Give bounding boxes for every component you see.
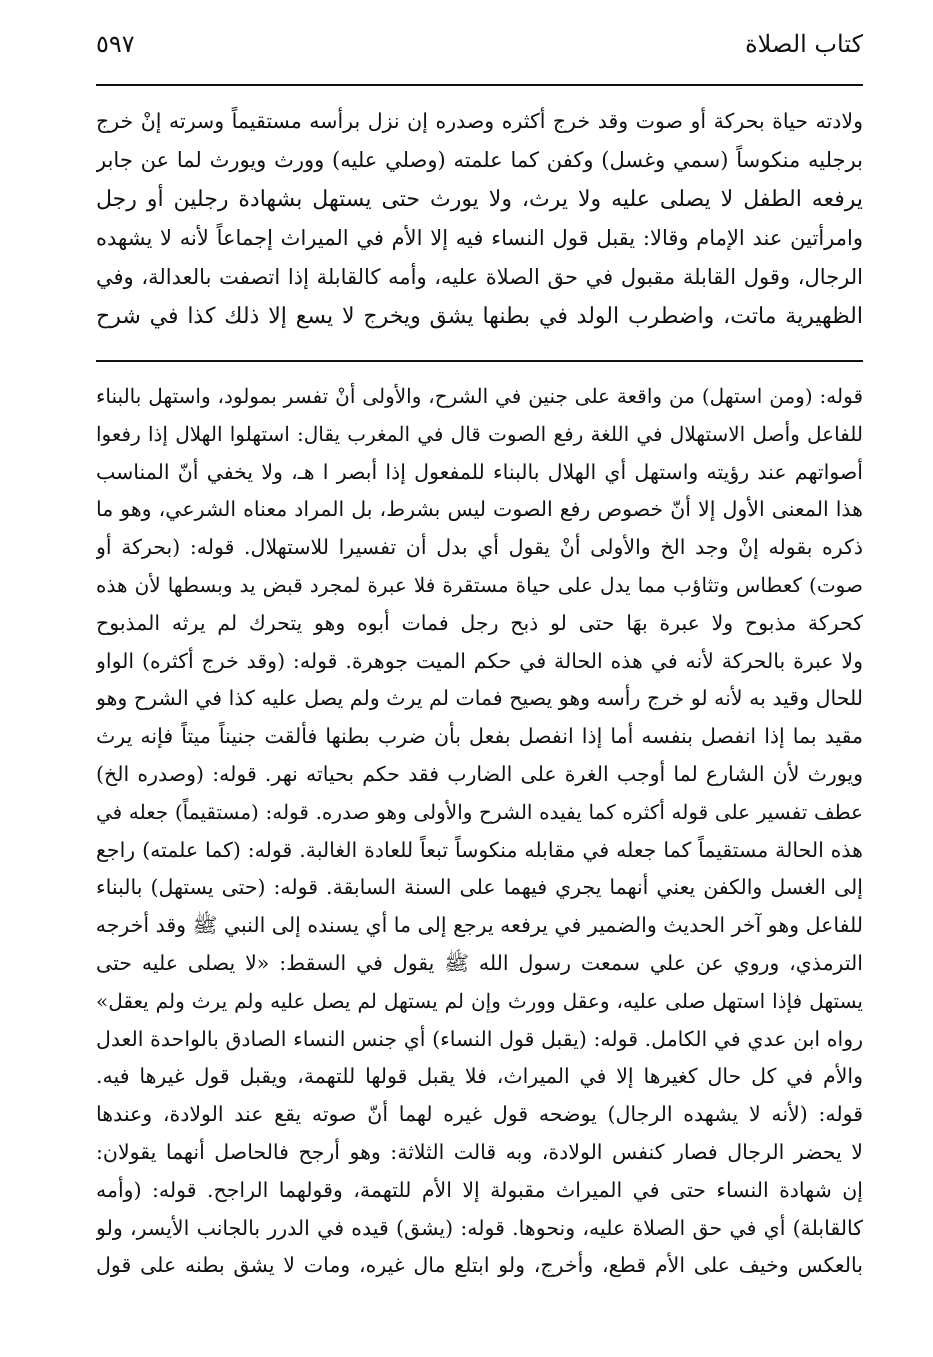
commentary-line: قوله: (لأنه لا يشهده الرجال) يوضحه قول غيره لهما أنّ صوته يقع عند الولادة، وعندها: [96, 1102, 863, 1127]
commentary-line: بالعكس وخيف على الأم قطع، وأخرج، ولو ابتلع مال غيره، ومات لا يشق بطنه على قول: [96, 1253, 863, 1278]
commentary-line: كحركة مذبوح ولا عبرة بهَا حتى لو ذبح رجل فمات أبوه وهو يتحرك لم يرثه المذبوح: [96, 610, 863, 635]
commentary-line: صوت) كعطاس وتثاؤب مما يدل على حياة مستقرة فلا عبرة لمجرد قبض يد وبسطها لأن هذه: [96, 572, 863, 597]
commentary-line: قوله: (ومن استهل) من واقعة على جنين في الشرح، والأولى أنْ تفسر بمولود، واستهل بالبناء: [96, 384, 863, 408]
commentary-line: يستهل فإذا استهل صلى عليه، وعقل وورث وإن لم يستهل لم يصل عليه ولم يرث ولم يعقل»: [96, 988, 863, 1013]
main-text-line: ولادته حياة بحركة أو صوت وقد خرج أكثره وصدره إن نزل برأسه مستقيماً وسرته إنْ خرج: [96, 109, 863, 133]
commentary-line: للحال وقيد به لأنه لو خرج رأسه وهو يصيح فمات لم يرث ولم يصل عليه كذا في الشرح وهو: [96, 686, 863, 711]
commentary-line: إلى الغسل والكفن يعني أنهما يجري فيهما على السنة السابقة. قوله: (حتى يستهل) بالبناء: [96, 875, 863, 900]
commentary-line: ذكره بقوله إنْ وجد الخ والأولى أنْ يقول أي بدل أن تفسيرا للاستهلال. قوله: (بحركة أو: [96, 535, 863, 560]
commentary-line: للفاعل وأصل الاستهلال في اللغة رفع الصوت قال في المغرب يقال: استهلوا الهلال إذا رفعوا: [96, 421, 863, 446]
header-rule: [96, 84, 863, 86]
main-text-line: يرفعه الطفل لا يصلى عليه ولا يرث، ولا يورث حتى يستهل بشهادة رجلين أو رجل: [96, 187, 863, 212]
main-text-line: برجليه منكوساً (سمي وغسل) وكفن كما علمته (وصلي عليه) وورث ويورث لما عن جابر: [96, 148, 863, 172]
commentary-line: ولا عبرة بالحركة لأنه في هذه الحالة في حكم الميت جوهرة. قوله: (وقد خرج أكثره) الواو: [96, 648, 863, 673]
main-text-line: الرجال، وقول القابلة مقبول في حق الصلاة عليه، وأمه كالقابلة إذا اتصفت بالعدالة، وفي: [96, 265, 863, 289]
commentary-line: هذه الحالة مستقيماً كما جعله في مقابله منكوساً تبعاً للعادة الغالبة. قوله: (كما علمته) راجع: [96, 837, 863, 862]
page-header: [96, 24, 863, 64]
commentary-line: للفاعل وهو آخر الحديث والضمير في يرفعه يرجع إلى ما أي يسنده إلى النبي ﷺ وقد أخرجه: [96, 913, 863, 938]
commentary-text: [96, 378, 863, 1285]
commentary-separator: [96, 360, 863, 362]
commentary-line: لا يحضر الرجال فصار كنفس الولادة، وبه قالت الثلاثة: وهو أرجح فالحاصل أنهما يقولان:: [96, 1139, 863, 1164]
commentary-line: مقيد بما إذا انفصل بنفسه أما إذا انفصل بفعل بأن ضرب بطنها فألقت جنيناً ميتاً فإنه يرث: [96, 724, 863, 749]
main-text-line: الظهيرية ماتت، واضطرب الولد في بطنها يشق ويخرج لا يسع إلا ذلك كذا في شرح: [96, 304, 863, 329]
main-text-line: وامرأتين عند الإمام وقالا: يقبل قول النساء فيه إلا الأم في الميراث إجماعاً لأنه لا يشهده: [96, 226, 863, 250]
commentary-line: عطف تفسير على قوله أكثره كما يفيده الشرح والأولى وهو صدره. قوله: (مستقيماً) جعله في: [96, 799, 863, 824]
commentary-line: أصواتهم عند رؤيته واستهل أي الهلال بالبناء للمفعول إذا أبصر ا هـ، ولا يخفي أنّ المناسب: [96, 459, 863, 484]
commentary-line: رواه ابن عدي في الكامل. قوله: (يقبل قول النساء) أي جنس النساء الصادق بالواحدة العدل: [96, 1026, 863, 1051]
commentary-line: هذا المعنى الأول إلا أنّ خصوص رفع الصوت ليس بشرط، بل المراد معناه الشرعي، وهو ما: [96, 497, 863, 522]
main-text: [96, 102, 863, 336]
commentary-line: والأم في كل حال كغيرها إلا في الميراث، فلا يقبل قولها للتهمة، ويقبل قول غيرها فيه.: [96, 1064, 863, 1089]
running-title: كتاب الصلاة: [745, 30, 863, 58]
commentary-line: كالقابلة) أي في حق الصلاة عليه، ونحوها. قوله: (يشق) قيده في الدرر بالجانب الأيسر، ولو: [96, 1215, 863, 1240]
page-number: ٥٩٧: [96, 30, 135, 58]
commentary-line: إن شهادة النساء حتى في الميراث مقبولة إلا الأم للتهمة، وقولهما الراجح. قوله: (وأمه: [96, 1177, 863, 1202]
commentary-line: الترمذي، وروي عن علي سمعت رسول الله ﷺ يقول في السقط: «لا يصلى عليه حتى: [96, 950, 863, 975]
commentary-line: ويورث لأن الشارع لما أوجب الغرة على الضارب فقد حكم بحياته نهر. قوله: (وصدره الخ): [96, 761, 863, 786]
